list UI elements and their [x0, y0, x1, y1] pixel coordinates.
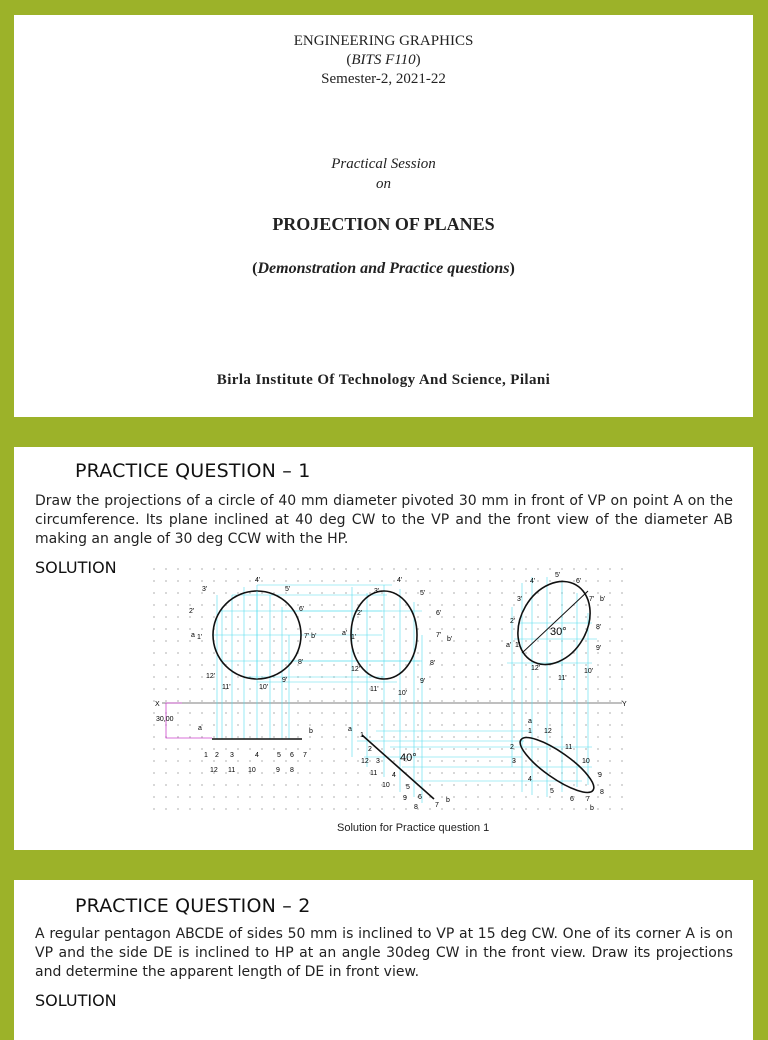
fv2-label-7: 7' [436, 632, 442, 639]
question-body: A regular pentagon ABCDE of sides 50 mm is inclined to VP at 15 deg CW. One of its corner A is on VP and the side DE is inclined to HP at an angle 30deg CW in the front view. Draw its projections and determine the apparent length of DE in front view. [35, 926, 733, 980]
paren-close: ) [415, 52, 421, 68]
figure-caption: Solution for Practice question 1 [337, 822, 490, 834]
fv3-label-a: a' [506, 642, 512, 649]
tv3-label-3: 3 [512, 758, 516, 765]
tv1-top-1: 1 [204, 752, 208, 759]
fv3-label-8: 8' [596, 624, 602, 631]
tv3-label-2: 2 [510, 744, 514, 751]
paren-close: ) [509, 260, 515, 277]
tv1-top-7: 7 [303, 752, 307, 759]
tv2-label-6: 6 [418, 794, 422, 801]
fv1-label-2: 2' [189, 608, 195, 615]
solution-label: SOLUTION [35, 991, 117, 1010]
angle-40-label: 40° [400, 752, 417, 764]
fv1-label-1: 1' [197, 634, 203, 641]
practice-question-1-slide [14, 447, 753, 850]
question-heading: PRACTICE QUESTION – 2 [75, 895, 311, 917]
tv3-label-11: 11 [565, 744, 573, 751]
tv3-label-6: 6 [570, 796, 574, 803]
fv3-label-10: 10' [584, 668, 594, 675]
fv1-label-11: 11' [222, 684, 231, 691]
projection-drawing [152, 567, 628, 837]
tv1-top-6: 6 [290, 752, 294, 759]
fv1-label-10: 10' [259, 684, 269, 691]
subtitle-text: Demonstration and Practice questions [257, 260, 510, 277]
fv2-label-11: 11' [370, 686, 379, 693]
question-heading: PRACTICE QUESTION – 1 [75, 460, 311, 482]
tv3-label-12: 12 [544, 728, 552, 735]
tv1-bottom-9: 9 [276, 767, 280, 774]
tv2-label-1: 1 [360, 732, 364, 739]
tv2-label-10: 10 [382, 782, 390, 789]
session-line-1: Practical Session [331, 156, 436, 172]
tv2-label-5: 5 [406, 784, 410, 791]
practice-question-2-slide [14, 880, 753, 1040]
fv3-label-3: 3' [517, 596, 523, 603]
tv1-top-4: 4 [255, 752, 259, 759]
tv1-bottom-10: 10 [248, 767, 256, 774]
tv3-label-1: 1 [528, 728, 532, 735]
tv3-label-8: 8 [600, 789, 604, 796]
tv2-label-2: 2 [368, 746, 372, 753]
course-name: ENGINEERING GRAPHICS [293, 33, 474, 49]
solution-label: SOLUTION [35, 558, 117, 577]
fv2-label-b: b' [447, 636, 453, 643]
fv3-label-11: 11' [558, 675, 567, 682]
angle-30-label: 30° [550, 626, 567, 638]
fv3-label-1: 1' [515, 642, 521, 649]
tv1-bottom-11: 11 [228, 767, 236, 774]
tv2-label-12: 12 [361, 758, 369, 765]
paren-open: ( [346, 52, 352, 68]
fv2-label-a: a' [342, 630, 348, 637]
tv3-label-5: 5 [550, 788, 554, 795]
tv3-label-7: 7 [586, 796, 590, 803]
fv2-label-9: 9' [420, 678, 426, 685]
dimension-label: 30,00 [156, 716, 174, 723]
tv1-top-3: 3 [230, 752, 234, 759]
fv1-label-5: 5' [285, 586, 291, 593]
fv3-label-5: 5' [555, 572, 561, 579]
fv3-label-7: 7' [589, 596, 595, 603]
tv2-label-4: 4 [392, 772, 396, 779]
fv2-label-4: 4' [397, 577, 403, 584]
course-code: BITS F110 [351, 52, 416, 68]
fv1-label-a: a [191, 632, 195, 639]
fv2-label-1: 1' [351, 634, 357, 641]
fv1-label-4: 4' [255, 577, 261, 584]
fv1-label-3: 3' [202, 586, 208, 593]
tv3-label-4: 4 [528, 776, 532, 783]
tv1-bottom-12: 12 [210, 767, 218, 774]
fv3-label-2: 2' [510, 618, 516, 625]
fv1-label-6: 6' [299, 606, 305, 613]
fv1-label-9: 9' [282, 677, 288, 684]
tv3-label-b: b [590, 805, 594, 812]
tv1-top-5: 5 [277, 752, 281, 759]
tv1-bottom-8: 8 [290, 767, 294, 774]
tv3-label-a: a [528, 718, 532, 725]
fv2-label-10: 10' [398, 690, 408, 697]
tv2-label-7: 7 [435, 802, 439, 809]
fv3-label-b: b' [600, 596, 606, 603]
institute-name: Birla Institute Of Technology And Science, Pilani [216, 372, 551, 388]
tv1-top-2: 2 [215, 752, 219, 759]
page-title: PROJECTION OF PLANES [272, 214, 495, 234]
paren-open: ( [252, 260, 258, 277]
fv2-label-3: 3' [374, 588, 380, 595]
tv3-label-9: 9 [598, 772, 602, 779]
fv2-label-6: 6' [436, 610, 442, 617]
fv3-label-6: 6' [576, 578, 582, 585]
fv3-label-12: 12' [531, 665, 541, 672]
tv2-label-a: a [348, 726, 352, 733]
subtitle [14, 260, 753, 278]
fv1-label-8: 8' [298, 659, 304, 666]
fv2-label-5: 5' [420, 590, 426, 597]
tv2-label-9: 9 [403, 795, 407, 802]
tv2-label-11: 11 [370, 770, 378, 777]
fv2-label-8: 8' [430, 660, 436, 667]
y-label: Y [622, 701, 627, 708]
tv1-end-b: b [309, 728, 313, 735]
x-label: X [155, 701, 160, 708]
tv2-label-b: b [446, 797, 450, 804]
fv2-label-12: 12' [351, 666, 361, 673]
question-body: Draw the projections of a circle of 40 mm diameter pivoted 30 mm in front of VP on point A on the circumference. Its plane inclined at 40 deg CW to the VP and the front view of the diameter AB making an angle of 30 deg CCW with the HP. [35, 493, 733, 547]
session-line-2: on [376, 176, 391, 192]
tv3-label-10: 10 [582, 758, 590, 765]
fv2-label-2: 2' [357, 610, 363, 617]
fv3-label-4: 4' [530, 578, 536, 585]
fv3-label-9: 9' [596, 645, 602, 652]
semester: Semester-2, 2021-22 [321, 71, 446, 87]
tv2-label-8: 8 [414, 804, 418, 811]
course-code-line [14, 52, 753, 69]
fv1-label-7: 7' b' [304, 633, 317, 640]
title-slide [14, 15, 753, 417]
tv2-label-3: 3 [376, 758, 380, 765]
fv1-label-12: 12' [206, 673, 216, 680]
tv1-end-a: a [198, 725, 202, 732]
